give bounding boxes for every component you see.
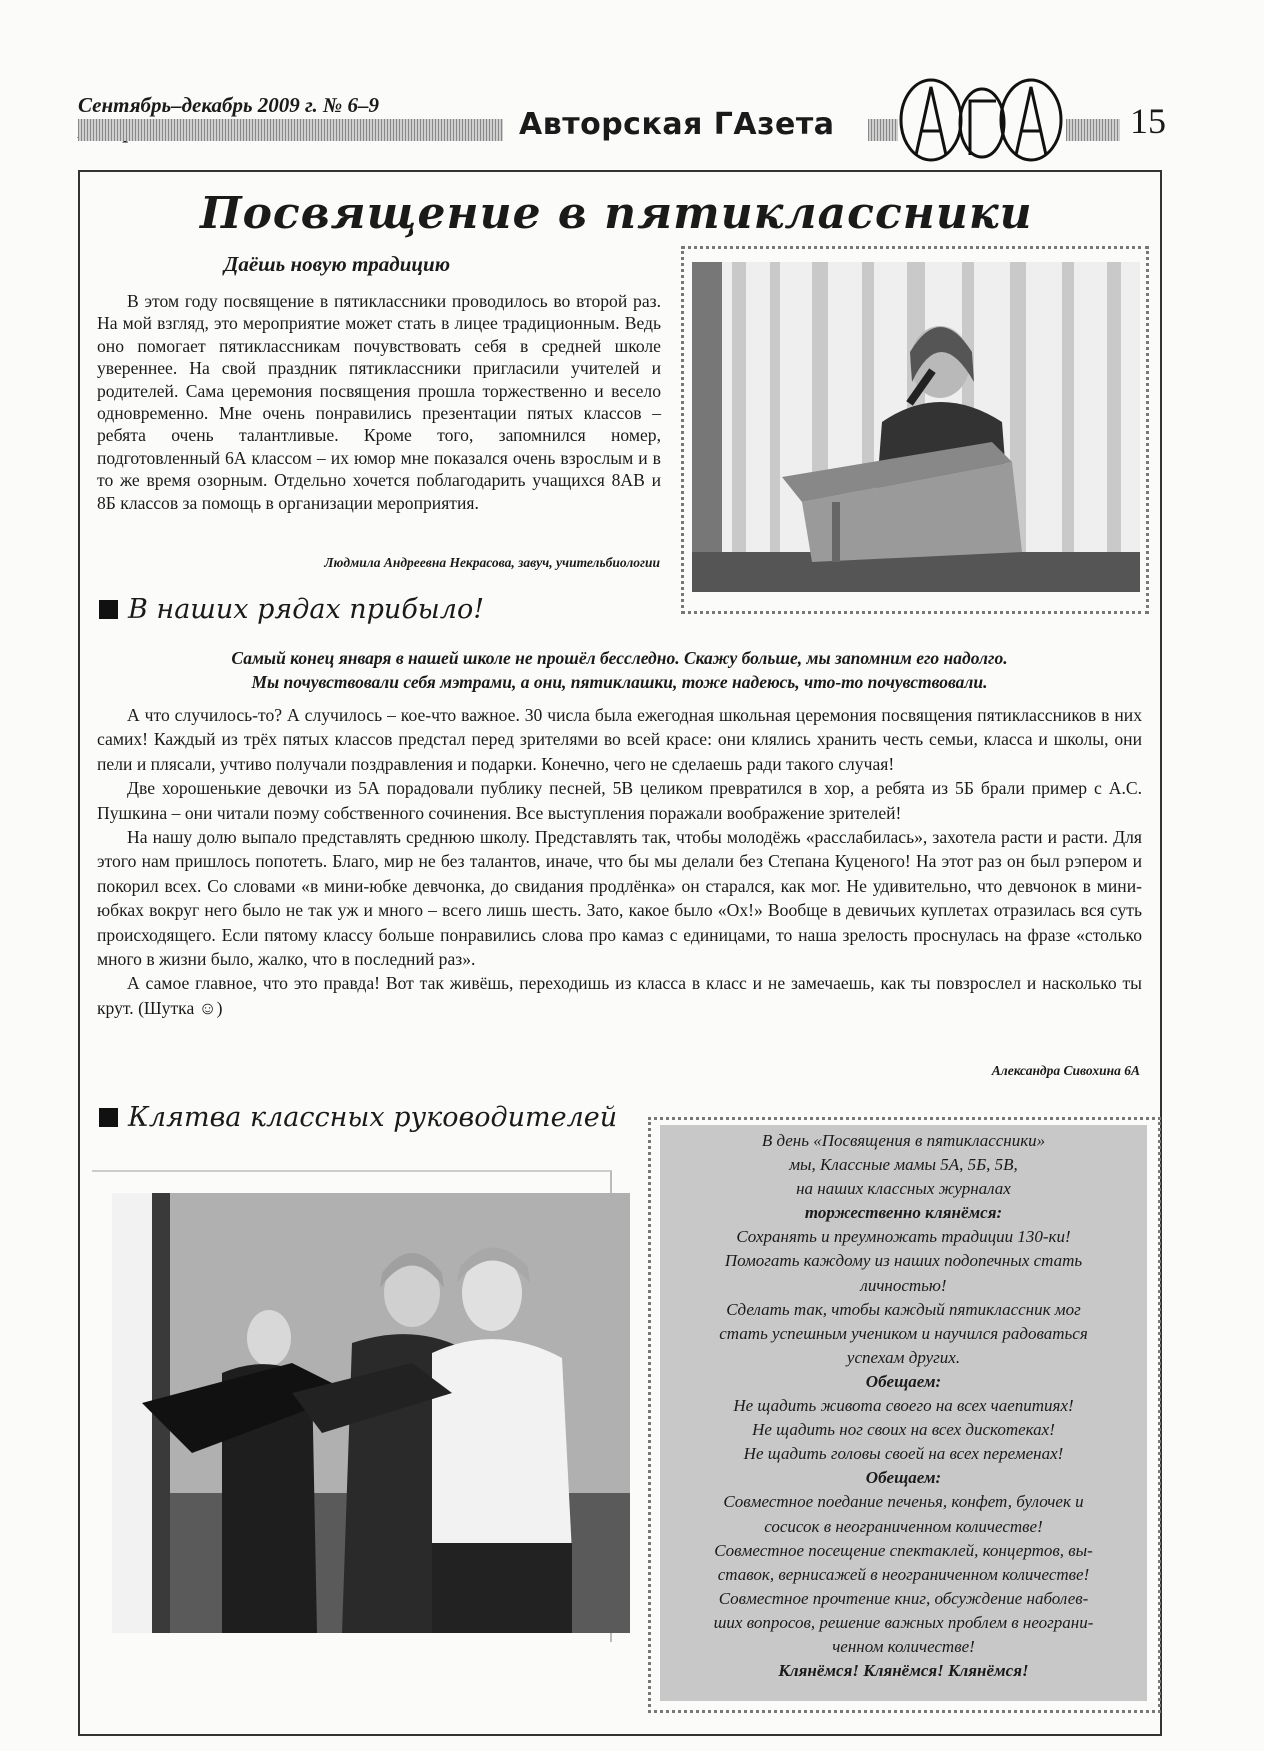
photo-teachers <box>112 1193 630 1633</box>
section-heading-3 <box>99 1102 617 1133</box>
section-heading-2 <box>99 594 484 625</box>
oath-line: Не щадить ног своих на всех дискотеках! <box>752 1420 1055 1440</box>
article1-text <box>97 290 661 514</box>
page-number: 15 <box>1130 101 1166 141</box>
oath-line: Не щадить живота своего на всех чаепитиях! <box>733 1396 1074 1416</box>
bullet-square-icon <box>99 1108 118 1127</box>
bullet-square-icon <box>99 600 118 619</box>
oath-line: Обещаем: <box>865 1371 942 1391</box>
article-subtitle: Даёшь новую традицию <box>224 252 451 276</box>
oath-line: ших вопросов, решение важных проблем в неограни- <box>713 1612 1094 1632</box>
oath-line: Совместное поедание печенья, конфет, булочек и <box>723 1492 1084 1512</box>
header-bar-right <box>1066 119 1120 141</box>
article1-paragraph: В этом году посвящение в пятиклассники проводилось во второй раз. На мой взгляд, это мероприятие может стать в лицее традиционным. Ведь оно помогает пятиклассникам почувствовать себя в средней школе увереннее. На свой праздник пятиклассники пригласили учителей и родителей. Сама церемония посвящения прошла торжественно и весело одновременно. Мне очень понравились презентации пятых классов – ребята очень талантливые. Кроме того, запомнился номер, подготовленный 6А классом – их юмор мне показался очень взрослым и в то же время озорным. Отдельно хочется поблагодарить учащихся 8АВ и 8Б классов за помощь в организации мероприятия. <box>97 291 661 513</box>
oath-line: успехам других. <box>846 1347 961 1367</box>
oath-line: ченном количестве! <box>832 1636 975 1656</box>
oath-line: Помогать каждому из наших подопечных стать <box>724 1251 1083 1271</box>
article2-heading: В наших рядах прибыло! <box>128 594 485 625</box>
article2-lead <box>97 646 1142 694</box>
article2-paragraph-2: Две хорошенькие девочки из 5А порадовали публику песней, 5В целиком превратился в хор, а ребята из 5Б брали пример с А.С. Пушкина – они читали поэму собственного сочинения. Все выступления поражали воображение зрителей! <box>97 778 1142 823</box>
article2-lead-line2: Мы почувствовали себя мэтрами, а они, пятиклашки, тоже надеюсь, что-то почувствовали. <box>251 672 988 692</box>
aga-logo <box>896 73 1066 165</box>
article2-signature: Александра Сивохина 6А <box>991 1063 1140 1078</box>
oath-text <box>660 1129 1147 1683</box>
oath-line: личностью! <box>860 1275 947 1295</box>
oath-line: В день «Посвящения в пятиклассники» <box>761 1131 1046 1150</box>
photo-speaker <box>692 262 1140 592</box>
article1-signature: Людмила Андреевна Некрасова, завуч, учительбиологии <box>324 555 660 570</box>
oath-line: Совместное прочтение книг, обсуждение наболев- <box>718 1588 1089 1608</box>
article2-paragraph-4: А самое главное, что это правда! Вот так живёшь, переходишь из класса в класс и не замечаешь, как ты повзрослел и насколько ты крут. (Шутка ☺) <box>97 973 1142 1018</box>
article3-heading: Клятва классных руководителей <box>128 1102 618 1133</box>
article-title: Посвящение в пятиклассники <box>200 188 1033 239</box>
header-bar-left <box>78 119 503 141</box>
newspaper-name: Авторская ГАзета <box>513 107 841 142</box>
oath-line: Обещаем: <box>865 1468 942 1488</box>
oath-line: сосисок в неограниченном количестве! <box>764 1516 1043 1536</box>
oath-line: ставок, вернисажей в неограниченном количестве! <box>717 1564 1090 1584</box>
oath-line: Сохранять и преумножать традиции 130-ки! <box>736 1227 1071 1247</box>
oath-box <box>660 1125 1147 1701</box>
issue-dates-1: Сентябрь–декабрь 2009 г. № 6–9 <box>78 93 379 117</box>
article2-lead-line1: Самый конец января в нашей школе не прошёл бесследно. Скажу больше, мы запомним его надолго. <box>231 648 1008 668</box>
oath-line: Не щадить головы своей на всех переменах! <box>743 1444 1064 1464</box>
oath-line: мы, Классные мамы 5А, 5Б, 5В, <box>789 1155 1018 1175</box>
oath-line: Сделать так, чтобы каждый пятиклассник мог <box>726 1299 1081 1319</box>
oath-line: торжественно клянёмся: <box>804 1203 1003 1223</box>
oath-line: стать успешным учеником и научился радоваться <box>719 1323 1088 1343</box>
article2-text <box>97 703 1142 1020</box>
oath-line: на наших классных журналах <box>796 1179 1011 1199</box>
header-bar-mid <box>868 119 898 141</box>
article2-paragraph-3: На нашу долю выпало представлять среднюю школу. Представлять так, чтобы молодёжь «расслабилась», захотела расти и расти. Для этого нам пришлось попотеть. Благо, мир не без талантов, иначе, что бы мы делали без Степана Куценого! На этот раз он был рэпером и покорил всех. Со словами «в мини-юбке девчонка, до свидания продлёнка» он старался, как мог. Не удивительно, что девчонок в мини-юбках вокруг него было не так уж и много – всего лишь шесть. Зато, какое было «Ох!» Вообще в девичьих куплетах отразилась вся суть происходящего. Если пятому классу больше понравились слова про камаз с единицами, то наша зрелость проснулась на фразе «столько много в жизни было, жалко, что в последний раз». <box>97 827 1142 970</box>
article2-paragraph-1: А что случилось-то? А случилось – кое-что важное. 30 числа была ежегодная школьная церемония посвящения пятиклассников в них самих! Каждый из трёх пятых классов предстал перед зрителями во всей красе: они клялись хранить честь семьи, класса и школы, они пели и плясали, учтиво получали поздравления и подарки. Конечно, чего не сделаешь ради такого случая! <box>97 705 1142 774</box>
oath-line: Совместное посещение спектаклей, концертов, вы- <box>714 1540 1093 1560</box>
oath-line: Клянёмся! Клянёмся! Клянёмся! <box>778 1661 1029 1681</box>
